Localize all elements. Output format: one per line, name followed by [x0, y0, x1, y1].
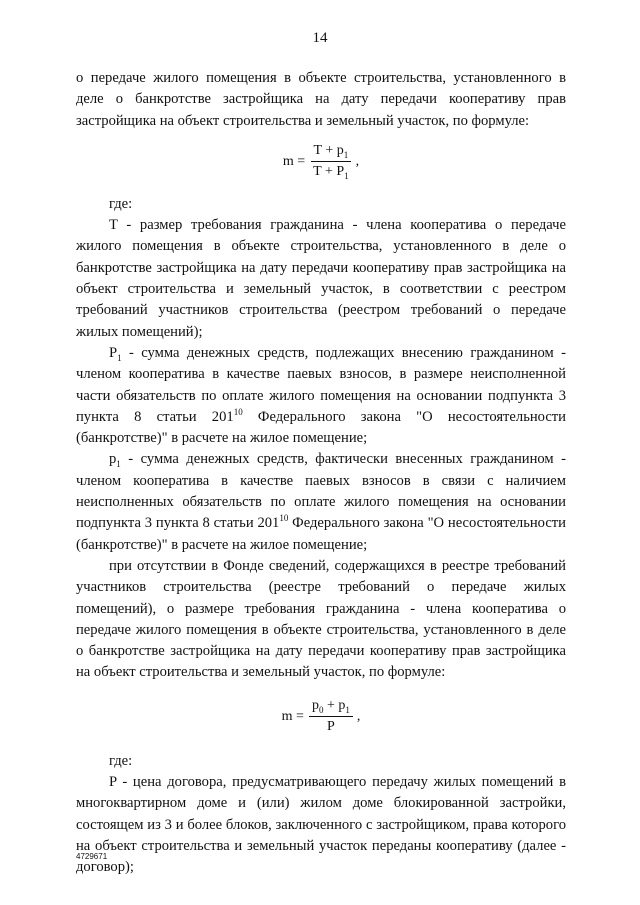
where-label: где: — [109, 195, 133, 212]
formula-m-1 — [76, 141, 566, 182]
definition-P: P - цена договора, предусматривающего передачу жилых помещений в многоквартирном доме и (или) жилом доме блокированной застройки, состоящем из 3 и более блоков, заключенного с застройщиком, права которого на объект строительства и земельный участок переданы кооперативу (далее - договор); — [76, 774, 566, 876]
intro-paragraph: о передаче жилого помещения в объекте строительства, установленного в деле о банкротстве застройщика на дату передачи кооперативу прав застройщика на объект строительства и земельный участок, по формуле: — [76, 70, 566, 129]
definition-p1: $p_1$ - сумма денежных средств, фактически внесенных гражданином - членом кооператива в качестве паевых взносов в связи с наличием неисполненных обязательств по оплате жилого помещения на основании подпункта 3 пункта 8 статьи $201^{10}$ Федерального закона "О несостоятельности (банкротстве)" в расчете на жилое помещение; — [76, 451, 566, 553]
fraction — [309, 696, 353, 737]
definition-T: T - размер требования гражданина - члена кооператива о передаче жилого помещения в объекте строительства, установленного в деле о банкротстве застройщика на дату передачи кооперативу прав застройщика на объект строительства и земельный участок, в соответствии с реестром требований участников строительства (реестром требований о передаче жилых помещений); — [76, 217, 566, 340]
document-code: 4729671 — [76, 852, 108, 861]
page-number: 14 — [312, 30, 328, 46]
definition-P1: $P_1$ - сумма денежных средств, подлежащих внесению гражданином - членом кооператива в качестве паевых взносов, в размере неисполненной части обязательств по оплате жилого помещения на основании подпункта 3 пункта 8 статьи $201^{10}$ Федерального закона "О несостоятельности (банкротстве)" в расчете на жилое помещение; — [76, 344, 566, 447]
where-label: где: — [109, 752, 133, 769]
fraction-denominator: $T + P_1$ — [313, 163, 349, 181]
formula-m-2 — [76, 696, 566, 737]
fraction — [310, 141, 351, 182]
formula-lhs: m = — [282, 153, 306, 169]
formula-comma: , — [355, 153, 360, 169]
fraction-numerator: $p_0 + p_1$ — [309, 696, 353, 717]
document-body — [76, 68, 566, 879]
fraction-denominator: P — [326, 718, 335, 734]
formula-lhs: m = — [281, 708, 304, 724]
absence-paragraph: при отсутствии в Фонде сведений, содержащихся в реестре требований участников строительства (реестре требований о передаче жилых помещений), о размере требования гражданина - члена кооператива о передаче жилого помещения в объекте строительства, установленного в деле о банкротстве застройщика на дату передачи кооперативу прав застройщика на объект строительства и земельный участок, по формуле: — [76, 557, 566, 681]
fraction-numerator: $T + p_1$ — [311, 141, 352, 162]
formula-comma: , — [356, 708, 361, 724]
